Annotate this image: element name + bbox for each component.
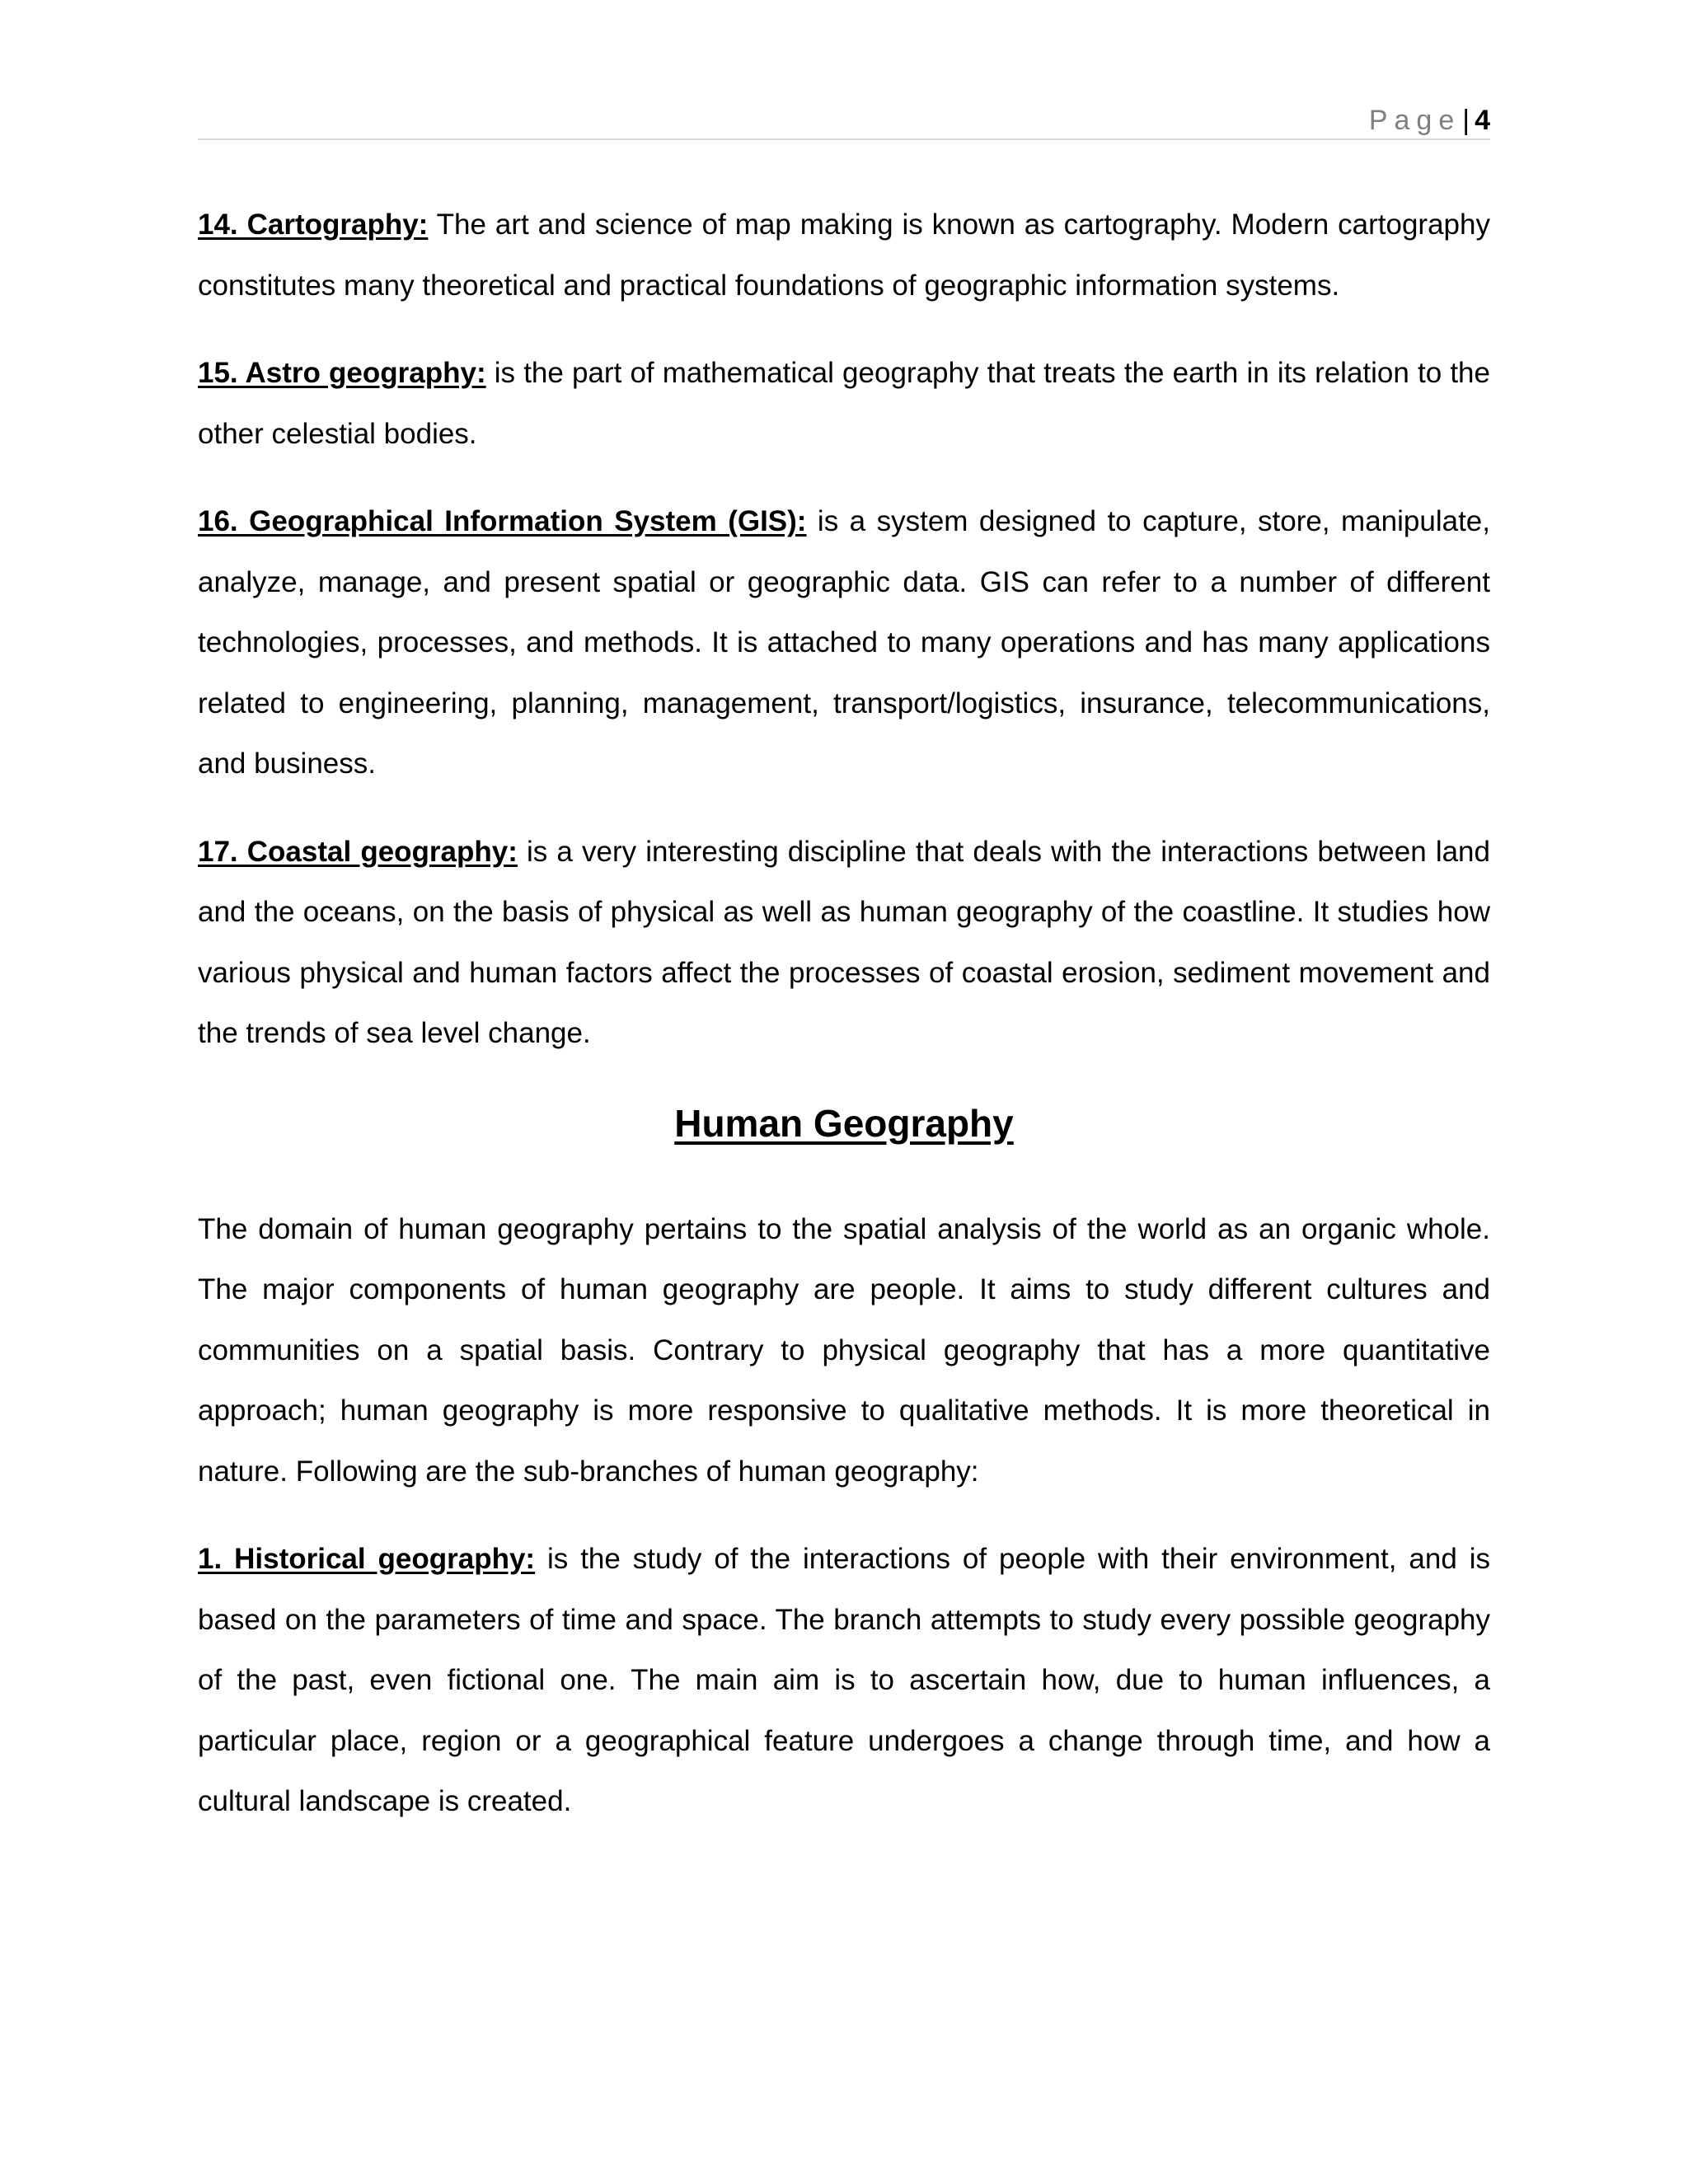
entry-term: 15. Astro geography: [198, 357, 486, 389]
page-header [198, 97, 1490, 140]
entry-term: 16. Geographical Information System (GIS): [198, 505, 807, 537]
entry-historical-geography [198, 1529, 1490, 1832]
entry-cartography [198, 194, 1490, 316]
human-geography-intro: The domain of human geography pertains to the spatial analysis of the world as an organic whole. The major components of human geography are people. It aims to study different cultures and communities on a spatial basis. Contrary to physical geography that has a more quantitative approach; human geography is more responsive to qualitative methods. It is more theoretical in nature. Following are the sub-branches of human geography: [198, 1212, 1490, 1488]
document-body [198, 194, 1490, 1859]
page-label: Page [1368, 105, 1461, 136]
entry-gis [198, 491, 1490, 794]
entry-term: 14. Cartography: [198, 209, 429, 241]
entry-term: 1. Historical geography: [198, 1543, 536, 1575]
entry-text: is a very interesting discipline that deals with the interactions between land and the oceans, on the basis of physical as well as human geography of the coastline. It studies how various physical and human factors affect the processes of coastal erosion, sediment movement and the trends of sea level change. [198, 835, 1490, 1049]
page-number-value: 4 [1475, 105, 1490, 136]
page-number [1369, 104, 1490, 137]
entry-astro-geography [198, 343, 1490, 464]
entry-term: 17. Coastal geography: [198, 835, 518, 868]
entry-coastal-geography [198, 822, 1490, 1064]
entry-text: The art and science of map making is known as cartography. Modern cartography constitutes many theoretical and practical foundations of geographic information systems. [198, 209, 1490, 302]
entry-text: is the study of the interactions of people with their environment, and is based on the parameters of time and space. The branch attempts to study every possible geography of the past, even fictional one. The main aim is to ascertain how, due to human influences, a particular place, region or a geographical feature undergoes a change through time, and how a cultural landscape is created. [198, 1543, 1490, 1817]
section-title-human-geography: Human Geography [674, 1101, 1014, 1145]
entry-text: is the part of mathematical geography that treats the earth in its relation to the other celestial bodies. [198, 357, 1490, 450]
page-separator: | [1462, 105, 1470, 136]
entry-text: is a system designed to capture, store, manipulate, analyze, manage, and present spatial or geographic data. GIS can refer to a number of different technologies, processes, and methods. It is attached to many operations and has many applications related to engineering, planning, management, transport/logistics, insurance, telecommunications, and business. [198, 505, 1490, 780]
